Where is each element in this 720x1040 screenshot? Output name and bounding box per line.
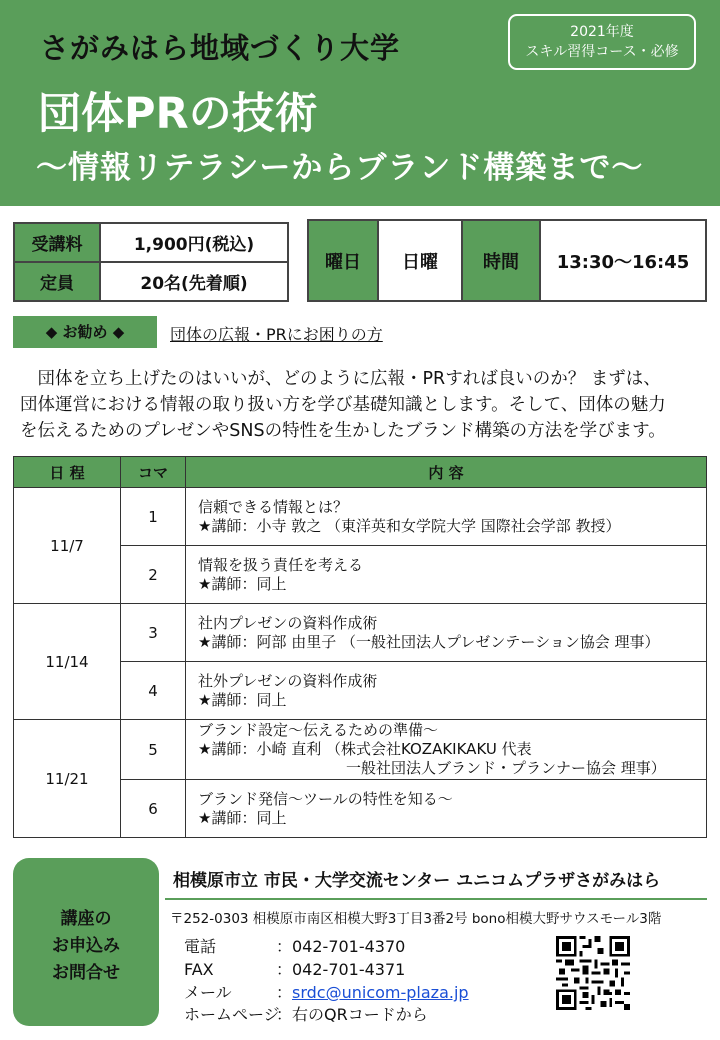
schedule-header-row	[14, 457, 707, 488]
recommend-target: 団体の広報・PRにお困りの方	[170, 325, 383, 344]
session-lecturer-affiliation: 一般社団法人ブランド・プランナー協会 理事）	[346, 759, 666, 777]
email-label: メール	[184, 983, 232, 1002]
session-topic: ブランド設定～伝えるための準備～	[198, 721, 439, 739]
day-label: 曜日	[308, 220, 378, 301]
fee-value: 1,900円(税込)	[100, 223, 288, 262]
session-lecturer: ★講師：阿部 由里子 （一般社団法人プレゼンテーション協会 理事）	[198, 632, 660, 651]
qr-code-icon[interactable]	[556, 936, 630, 1010]
day-value: 日曜	[378, 220, 462, 301]
course-title: 団体PRの技術	[38, 89, 318, 139]
content-cell	[186, 662, 707, 720]
fax-row	[184, 957, 405, 980]
date-cell: 11/21	[14, 720, 121, 838]
header-koma: コマ	[121, 457, 186, 488]
koma-cell: 2	[121, 546, 186, 604]
session-topic: ブランド発信～ツールの特性を知る～	[198, 789, 453, 808]
apply-line: お問合せ	[52, 963, 120, 983]
apply-line: 講座の	[60, 909, 112, 929]
fax-label: FAX	[184, 960, 214, 979]
table-row	[14, 720, 707, 780]
fax-value: ：042-701-4371	[276, 960, 406, 979]
fee-label: 受講料	[14, 223, 100, 262]
divider	[165, 898, 707, 900]
date-cell: 11/7	[14, 488, 121, 604]
content-cell	[186, 720, 707, 780]
capacity-value: 20名(先着順)	[100, 262, 288, 301]
email-link[interactable]: srdc@unicom-plaza.jp	[292, 983, 469, 1002]
content-cell	[186, 488, 707, 546]
university-name: さがみはら地域づくり大学	[40, 31, 401, 65]
year-badge	[508, 14, 696, 70]
date-cell: 11/14	[14, 604, 121, 720]
course-type-label: スキル習得コース・必修	[525, 44, 679, 60]
session-topic: 社外プレゼンの資料作成術	[198, 671, 378, 690]
session-topic: 情報を扱う責任を考える	[198, 555, 364, 574]
email-prefix: ：	[276, 983, 293, 1002]
koma-cell: 3	[121, 604, 186, 662]
phone-label: 電話	[184, 937, 217, 956]
year-label: 2021年度	[570, 24, 634, 40]
time-table	[307, 219, 707, 302]
header-date: 日 程	[14, 457, 121, 488]
content-cell	[186, 780, 707, 838]
intro-line: 団体を立ち上げたのはいいが、どのように広報・PRすれば良いのか？ まずは、	[20, 369, 661, 389]
session-lecturer: ★講師：同上	[198, 574, 287, 593]
apply-line: お申込み	[52, 936, 120, 956]
homepage-value: ：右のQRコードから	[276, 1005, 428, 1024]
fee-table	[13, 222, 289, 302]
koma-cell: 1	[121, 488, 186, 546]
phone-value: ：042-701-4370	[276, 937, 406, 956]
course-subtitle: ～情報リテラシーからブランド構築まで～	[36, 150, 644, 186]
koma-cell: 4	[121, 662, 186, 720]
homepage-label: ホームページ	[184, 1005, 280, 1024]
session-topic: 信頼できる情報とは？	[198, 497, 349, 516]
table-row	[14, 604, 707, 662]
capacity-label: 定員	[14, 262, 100, 301]
email-row	[184, 980, 469, 1003]
koma-cell: 5	[121, 720, 186, 780]
header-content: 内 容	[186, 457, 707, 488]
session-lecturer: ★講師：小寺 敦之 （東洋英和女学院大学 国際社会学部 教授）	[198, 516, 621, 535]
time-label: 時間	[462, 220, 540, 301]
recommend-label: ◆ お勧め ◆	[13, 316, 157, 348]
table-row	[14, 488, 707, 546]
apply-label	[13, 906, 159, 987]
koma-cell: 6	[121, 780, 186, 838]
intro-line: を伝えるためのプレゼンやSNSの特性を生かしたブランド構築の方法を学びます。	[20, 421, 666, 441]
address: 〒252-0303 相模原市南区相模大野3丁目3番2号 bono相模大野サウスモール3階	[170, 911, 662, 927]
schedule-table	[13, 456, 707, 838]
session-lecturer: ★講師：同上	[198, 690, 287, 709]
center-name: 相模原市立 市民・大学交流センター ユニコムプラザさがみはら	[173, 871, 661, 891]
time-value: 13:30～16:45	[540, 220, 706, 301]
intro-paragraph	[20, 366, 710, 444]
phone-row	[184, 934, 405, 957]
session-topic: 社内プレゼンの資料作成術	[198, 613, 378, 632]
intro-line: 団体運営における情報の取り扱い方を学び基礎知識とします。そして、団体の魅力	[20, 395, 666, 415]
session-lecturer: ★講師：同上	[198, 808, 287, 827]
content-cell	[186, 546, 707, 604]
content-cell	[186, 604, 707, 662]
homepage-row	[184, 1002, 428, 1025]
session-lecturer: ★講師：小崎 直利 （株式会社KOZAKIKAKU 代表	[198, 740, 532, 758]
